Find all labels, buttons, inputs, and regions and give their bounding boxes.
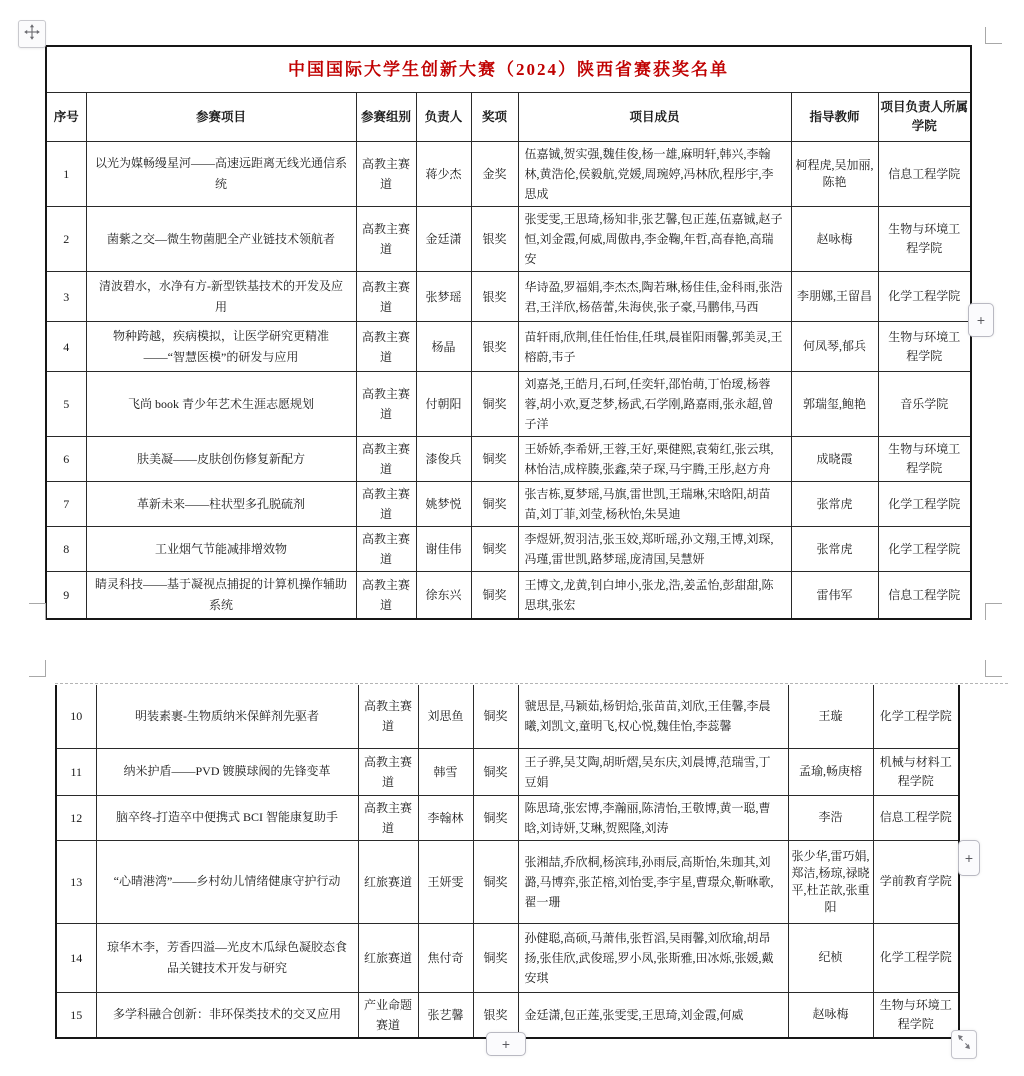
cell-award[interactable]: 银奖 [473,992,518,1038]
cell-group[interactable]: 红旅赛道 [358,840,418,923]
cell-group[interactable]: 高教主赛道 [356,322,416,372]
cell-award[interactable]: 铜奖 [471,437,518,482]
page2-top-left-margin-mark [29,660,46,677]
col-header-members[interactable]: 项目成员 [518,93,791,142]
cell-college[interactable]: 化学工程学院 [878,482,971,527]
cell-members[interactable]: 苗轩雨,欣荆,佳任怡佳,任琪,晨崔阳雨馨,郭美灵,王榕蔚,韦子 [518,322,791,372]
cell-group[interactable]: 红旅赛道 [358,923,418,992]
cell-project[interactable]: 肤美凝——皮肤创伤修复新配方 [86,437,356,482]
cell-project[interactable]: 纳米护盾——PVD 镀膜球阀的先锋变革 [96,748,358,795]
cell-project[interactable]: 清波碧水，水净有方-新型铁基技术的开发及应用 [86,272,356,322]
cell-group[interactable]: 高教主赛道 [356,142,416,207]
cell-college[interactable]: 信息工程学院 [873,795,959,840]
cell-award[interactable]: 铜奖 [471,527,518,572]
cell-leader[interactable]: 刘思鱼 [418,685,473,748]
cell-project[interactable]: “心晴港湾”——乡村幼儿情绪健康守护行动 [96,840,358,923]
cell-seq[interactable]: 1 [46,142,86,207]
cell-teachers[interactable]: 何凤琴,郁兵 [791,322,878,372]
cell-seq[interactable]: 5 [46,372,86,437]
cell-project[interactable]: 物种跨越，疾病模拟，让医学研究更精准——“智慧医模”的研发与应用 [86,322,356,372]
cell-group[interactable]: 高教主赛道 [356,572,416,620]
table-row [46,572,971,620]
cell-seq[interactable]: 8 [46,527,86,572]
table-pagebreak-dashed-line [55,683,1008,684]
cell-project[interactable]: 以光为媒畅缦星河——高速远距离无线光通信系统 [86,142,356,207]
cell-members[interactable]: 刘嘉尧,王皓月,石珂,任奕轩,邵怡萌,丁怡瑷,杨蓉蓉,胡小欢,夏芝梦,杨武,石学刚,路嘉雨,张永超,曾子洋 [518,372,791,437]
cell-leader[interactable]: 韩雪 [418,748,473,795]
cell-members[interactable]: 伍嘉铖,贺实强,魏佳俊,杨一雄,麻明轩,韩兴,李翰林,黄浩伦,侯毅航,党媛,周琬婷,冯林欣,程彤宇,李思成 [518,142,791,207]
move-arrows-icon [24,24,40,45]
cell-college[interactable]: 生物与环境工程学院 [873,992,959,1038]
plus-icon: + [964,850,974,866]
cell-teachers[interactable]: 纪桢 [788,923,873,992]
table-row [46,207,971,272]
cell-teachers[interactable]: 张常虎 [791,527,878,572]
cell-award[interactable]: 铜奖 [473,748,518,795]
table-row [56,992,959,1038]
cell-project[interactable]: 明装素裹-生物质纳米保鲜剂先驱者 [96,685,358,748]
insert-row-button-page2[interactable] [958,840,980,876]
table-title-row [46,46,971,93]
cell-members[interactable]: 张吉栋,夏梦瑶,马旗,雷世凯,王瑞琳,宋晗阳,胡苗苗,刘丁菲,刘莹,杨秋怡,朱昊迪 [518,482,791,527]
cell-leader[interactable]: 张艺馨 [418,992,473,1038]
cell-group[interactable]: 高教主赛道 [356,372,416,437]
cell-members[interactable]: 王娇娇,李希妍,王蓉,王好,栗健熙,袁菊红,张云琪,林怡洁,成梓腠,张鑫,荣子琛,马宇腾,王彤,赵方舟 [518,437,791,482]
table-row [46,527,971,572]
add-row-below-button[interactable] [486,1032,526,1056]
cell-group[interactable]: 高教主赛道 [358,685,418,748]
cell-college[interactable]: 化学工程学院 [873,923,959,992]
cell-college[interactable]: 信息工程学院 [878,142,971,207]
cell-seq[interactable]: 15 [56,992,96,1038]
cell-award[interactable]: 银奖 [471,272,518,322]
cell-leader[interactable]: 漆俊兵 [416,437,471,482]
cell-award[interactable]: 铜奖 [473,840,518,923]
cell-leader[interactable]: 姚梦悦 [416,482,471,527]
col-header-seq[interactable]: 序号 [46,93,86,142]
plus-icon: + [501,1036,511,1052]
cell-award[interactable]: 铜奖 [473,685,518,748]
cell-award[interactable]: 铜奖 [473,795,518,840]
cell-college[interactable]: 学前教育学院 [873,840,959,923]
cell-leader[interactable]: 徐东兴 [416,572,471,620]
cell-members[interactable]: 孙健聪,高硕,马萧伟,张哲滔,吴雨馨,刘欣瑜,胡昂扬,张佳欣,武俊瑶,罗小凤,张斯雅,田冰烁,张媛,戴安琪 [518,923,788,992]
cell-group[interactable]: 产业命题赛道 [358,992,418,1038]
cell-leader[interactable]: 蒋少杰 [416,142,471,207]
table-row [46,142,971,207]
page2-top-right-margin-mark [985,660,1002,677]
cell-leader[interactable]: 张梦瑶 [416,272,471,322]
cell-leader[interactable]: 焦付奇 [418,923,473,992]
cell-project[interactable]: 飞尚 book 青少年艺术生涯志愿规划 [86,372,356,437]
cell-seq[interactable]: 3 [46,272,86,322]
cell-award[interactable]: 铜奖 [471,372,518,437]
cell-award[interactable]: 铜奖 [473,923,518,992]
cell-college[interactable]: 音乐学院 [878,372,971,437]
table-row [46,272,971,322]
cell-seq[interactable]: 4 [46,322,86,372]
table-resize-handle[interactable] [951,1030,977,1059]
cell-award[interactable]: 铜奖 [471,482,518,527]
cell-members[interactable]: 陈思琦,张宏博,李瀚丽,陈清怡,王敬博,黄一聪,曹晗,刘诗妍,艾琳,贺熙隆,刘涛 [518,795,788,840]
cell-seq[interactable]: 11 [56,748,96,795]
awards-table-page1[interactable] [45,45,972,620]
cell-group[interactable]: 高教主赛道 [356,207,416,272]
cell-leader[interactable]: 李翰林 [418,795,473,840]
cell-members[interactable]: 金廷潇,包正莲,张雯雯,王思琦,刘金霞,何威 [518,992,788,1038]
cell-award[interactable]: 银奖 [471,207,518,272]
cell-seq[interactable]: 12 [56,795,96,840]
table-move-handle[interactable] [18,20,46,48]
cell-college[interactable]: 机械与材料工程学院 [873,748,959,795]
resize-diagonal-icon [957,1034,971,1055]
cell-teachers[interactable]: 李浩 [788,795,873,840]
cell-teachers[interactable]: 成晓霞 [791,437,878,482]
table-row [46,482,971,527]
table-row [56,685,959,748]
cell-college[interactable]: 信息工程学院 [878,572,971,620]
table-row [56,840,959,923]
cell-teachers[interactable]: 王璇 [788,685,873,748]
cell-project[interactable]: 工业烟气节能减排增效物 [86,527,356,572]
table-row [56,795,959,840]
page1-bottom-right-margin-mark [985,603,1002,620]
table-row [56,748,959,795]
cell-members[interactable]: 张湘喆,乔欣桐,杨滨玮,孙雨辰,高斯怡,朱珈其,刘潞,马博弈,张芷榕,刘怡雯,李宇星,曹璟众,靳咻歌,翟一珊 [518,840,788,923]
cell-group[interactable]: 高教主赛道 [356,437,416,482]
cell-members[interactable]: 王博文,龙黄,钊白坤小,张龙,浩,姜孟怡,彭甜甜,陈思琪,张宏 [518,572,791,620]
cell-seq[interactable]: 2 [46,207,86,272]
cell-seq[interactable]: 14 [56,923,96,992]
cell-members[interactable]: 王子骅,吴艾陶,胡昕熠,吴东庆,刘晨博,范瑞雪,丁豆娟 [518,748,788,795]
cell-teachers[interactable]: 孟瑜,畅庚榕 [788,748,873,795]
cell-members[interactable]: 虢思昰,马颖茹,杨钥烚,张苗苗,刘欣,王佳馨,李晨曦,刘凯文,童明飞,权心悦,魏佳怡,李蕊馨 [518,685,788,748]
awards-table-page2[interactable] [55,685,960,1039]
col-header-teachers[interactable]: 指导教师 [791,93,878,142]
col-header-leader[interactable]: 负责人 [416,93,471,142]
cell-college[interactable]: 生物与环境工程学院 [878,207,971,272]
cell-leader[interactable]: 付朝阳 [416,372,471,437]
cell-project[interactable]: 菌紫之交—微生物菌肥全产业链技术领航者 [86,207,356,272]
cell-teachers[interactable]: 张少华,雷巧娟,郑洁,杨琼,禄晓平,杜芷歆,张重阳 [788,840,873,923]
cell-seq[interactable]: 10 [56,685,96,748]
cell-group[interactable]: 高教主赛道 [356,527,416,572]
cell-project[interactable]: 睛灵科技——基于凝视点捕捉的计算机操作辅助系统 [86,572,356,620]
cell-members[interactable]: 华诗盈,罗福娟,李杰杰,陶若琳,杨佳佳,金科雨,张浩君,王洋欣,杨蓓蕾,朱海侠,张子豪,马鹏伟,马西 [518,272,791,322]
col-header-group[interactable]: 参赛组别 [356,93,416,142]
page1-bottom-left-margin-mark [29,603,46,620]
cell-award[interactable]: 铜奖 [471,572,518,620]
cell-teachers[interactable]: 赵咏梅 [788,992,873,1038]
cell-award[interactable]: 银奖 [471,322,518,372]
table-row [56,923,959,992]
cell-group[interactable]: 高教主赛道 [356,482,416,527]
insert-row-button-page1[interactable] [968,303,994,337]
cell-project[interactable]: 革新未来——柱状型多孔脱硫剂 [86,482,356,527]
page1-top-right-margin-mark [985,27,1002,44]
cell-project[interactable]: 脑卒终-打造卒中便携式 BCI 智能康复助手 [96,795,358,840]
cell-leader[interactable]: 杨晶 [416,322,471,372]
table-row [46,322,971,372]
cell-members[interactable]: 张雯雯,王思琦,杨知非,张艺馨,包正莲,伍嘉铖,赵子恒,刘金霞,何威,周傲冉,李金鞠,年哲,高春艳,高瑞安 [518,207,791,272]
plus-icon: + [976,312,986,328]
cell-college[interactable]: 化学工程学院 [878,272,971,322]
cell-leader[interactable]: 谢佳伟 [416,527,471,572]
cell-teachers[interactable]: 柯程虎,吴加丽,陈艳 [791,142,878,207]
cell-group[interactable]: 高教主赛道 [358,795,418,840]
cell-college[interactable]: 生物与环境工程学院 [878,322,971,372]
table-header-row [46,93,971,142]
cell-award[interactable]: 金奖 [471,142,518,207]
cell-seq[interactable]: 7 [46,482,86,527]
cell-members[interactable]: 李煜妍,贺羽洁,张玉姣,郑昕瑶,孙文翔,王博,刘琛,冯瑾,雷世凯,路梦瑶,庞清国,吴慧妍 [518,527,791,572]
cell-leader[interactable]: 王妍雯 [418,840,473,923]
cell-seq[interactable]: 13 [56,840,96,923]
cell-college[interactable]: 化学工程学院 [878,527,971,572]
col-header-project[interactable]: 参赛项目 [86,93,356,142]
cell-group[interactable]: 高教主赛道 [358,748,418,795]
cell-seq[interactable]: 9 [46,572,86,620]
cell-project[interactable]: 多学科融合创新：非环保类技术的交叉应用 [96,992,358,1038]
col-header-college[interactable]: 项目负责人所属学院 [878,93,971,142]
table-row [46,372,971,437]
cell-college[interactable]: 化学工程学院 [873,685,959,748]
cell-college[interactable]: 生物与环境工程学院 [878,437,971,482]
cell-teachers[interactable]: 赵咏梅 [791,207,878,272]
cell-leader[interactable]: 金廷潇 [416,207,471,272]
cell-seq[interactable]: 6 [46,437,86,482]
cell-group[interactable]: 高教主赛道 [356,272,416,322]
cell-teachers[interactable]: 郭瑞玺,鲍艳 [791,372,878,437]
cell-teachers[interactable]: 雷伟军 [791,572,878,620]
cell-project[interactable]: 琼华木李，芳香四溢—光皮木瓜绿色凝胶态食品关键技术开发与研究 [96,923,358,992]
table-row [46,437,971,482]
cell-teachers[interactable]: 李朋娜,王留昌 [791,272,878,322]
document-title[interactable]: 中国国际大学生创新大赛（2024）陕西省赛获奖名单 [46,46,971,93]
col-header-award[interactable]: 奖项 [471,93,518,142]
cell-teachers[interactable]: 张常虎 [791,482,878,527]
